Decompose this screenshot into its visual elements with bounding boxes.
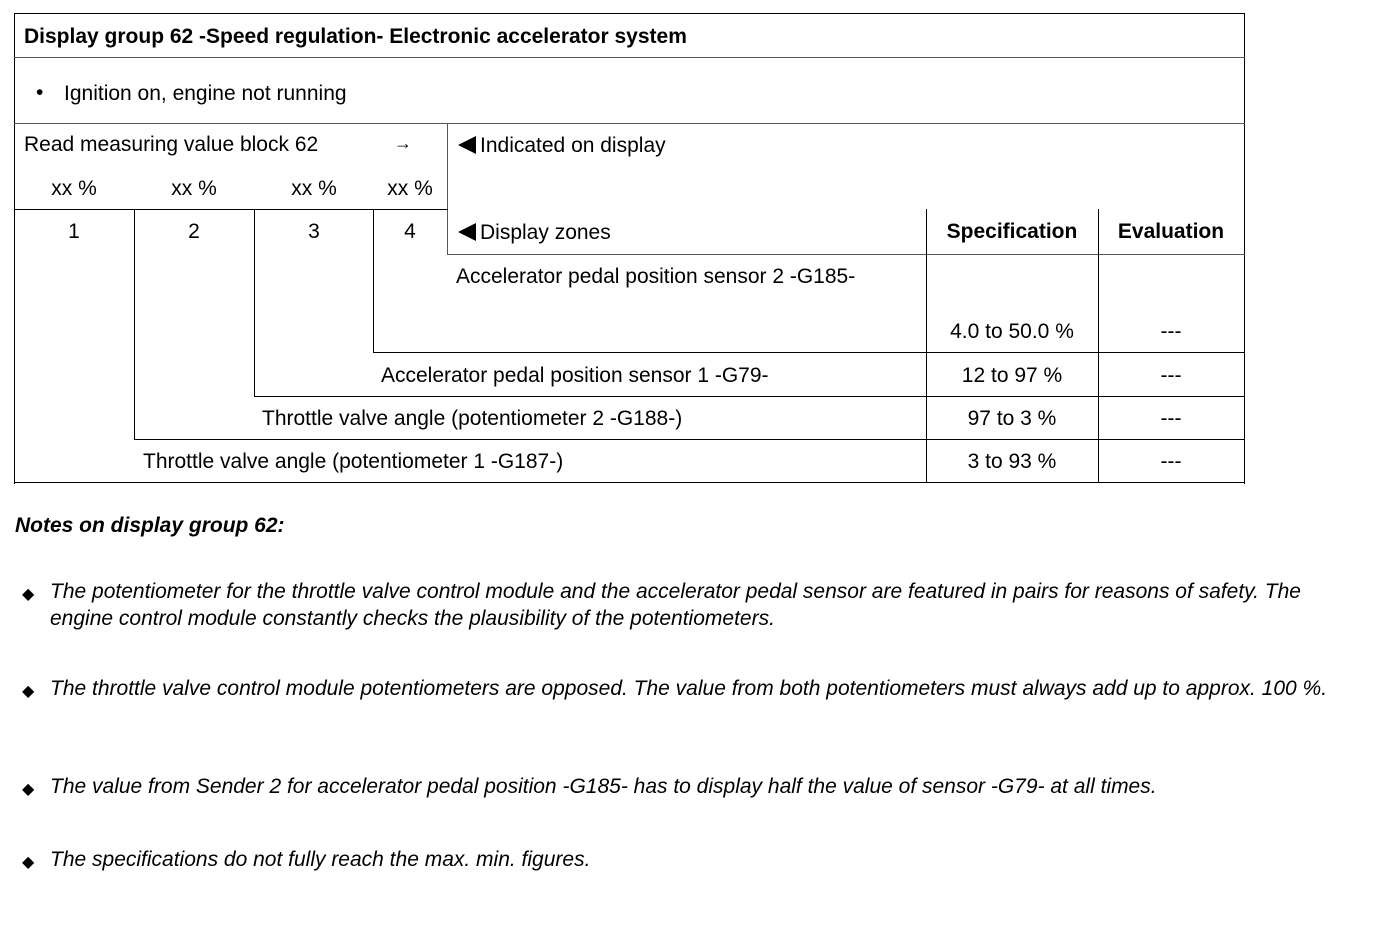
specification-header: Specification bbox=[946, 220, 1078, 243]
diamond-bullet-icon: ◆ bbox=[22, 683, 35, 700]
field-3: 3 bbox=[308, 220, 320, 243]
row-spec-field-1: 3 to 93 % bbox=[967, 450, 1057, 473]
row-spec-field-2: 97 to 3 % bbox=[967, 407, 1057, 430]
note-item: ◆ The throttle valve control module potentiometers are opposed. The value from both potentiometers must always add up to approx. 100 %. bbox=[22, 675, 1362, 702]
unit-1: xx % bbox=[51, 177, 97, 200]
diamond-bullet-icon: ◆ bbox=[22, 781, 35, 798]
row-label-field-3: Accelerator pedal position sensor 1 -G79- bbox=[381, 364, 769, 387]
diamond-bullet-icon: ◆ bbox=[22, 854, 35, 871]
condition-bullet: • bbox=[36, 81, 44, 104]
row-label-field-1: Throttle valve angle (potentiometer 1 -G187-) bbox=[143, 450, 564, 473]
field-4: 4 bbox=[404, 220, 416, 243]
note-item: ◆ The potentiometer for the throttle valve control module and the accelerator pedal sensor are featured in pairs for reasons of safety. The engine control module constantly checks the plausibility of the potentiometers. bbox=[22, 580, 1301, 630]
pointer-triangle-icon bbox=[458, 136, 476, 154]
row-spec-field-4: 4.0 to 50.0 % bbox=[950, 320, 1074, 343]
note-item: ◆ The value from Sender 2 for accelerator pedal position -G185- has to display half the value of sensor -G79- at all times. bbox=[22, 773, 1362, 800]
display-zones bbox=[458, 221, 611, 245]
field-1: 1 bbox=[68, 220, 80, 243]
arrow-right-icon: → bbox=[394, 133, 412, 153]
row-label-field-4: Accelerator pedal position sensor 2 -G185- bbox=[456, 265, 856, 288]
field-2: 2 bbox=[188, 220, 200, 243]
table-title: Display group 62 -Speed regulation- Electronic accelerator system bbox=[24, 25, 687, 48]
row-eval-field-2: --- bbox=[1160, 407, 1182, 430]
display-zones-label: Display zones bbox=[480, 221, 611, 244]
unit-3: xx % bbox=[291, 177, 337, 200]
indicated-label: Indicated on display bbox=[480, 134, 666, 157]
row-eval-field-4: --- bbox=[1160, 320, 1182, 343]
row-label-field-2: Throttle valve angle (potentiometer 2 -G188-) bbox=[262, 407, 683, 430]
note-item: ◆ The specifications do not fully reach the max. min. figures. bbox=[22, 846, 1362, 873]
pointer-triangle-icon bbox=[458, 223, 476, 241]
diamond-bullet-icon: ◆ bbox=[22, 586, 35, 603]
row-eval-field-1: --- bbox=[1160, 450, 1182, 473]
row-eval-field-3: --- bbox=[1160, 364, 1182, 387]
condition-text: Ignition on, engine not running bbox=[64, 82, 347, 105]
notes-heading: Notes on display group 62: bbox=[15, 514, 285, 537]
row-spec-field-3: 12 to 97 % bbox=[961, 364, 1063, 387]
unit-4: xx % bbox=[387, 177, 433, 200]
read-block-label: Read measuring value block 62 bbox=[24, 133, 319, 156]
unit-2: xx % bbox=[171, 177, 217, 200]
evaluation-header: Evaluation bbox=[1117, 220, 1225, 243]
indicated-on-display bbox=[458, 134, 666, 158]
